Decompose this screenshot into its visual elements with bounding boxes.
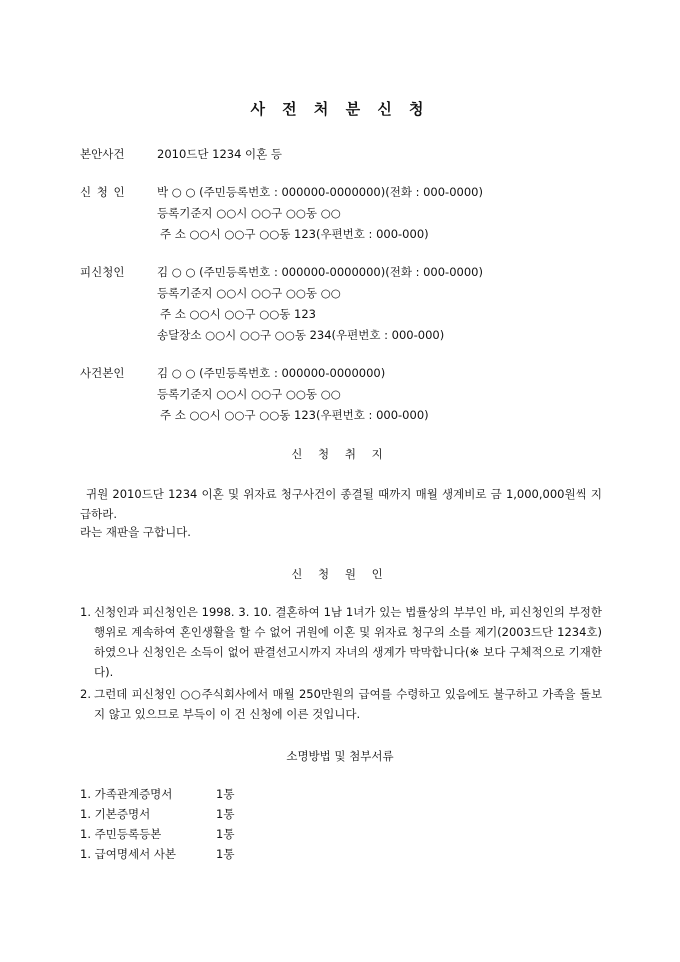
- evidence-item-count: 1통: [216, 827, 235, 841]
- case-label: 본안사건: [80, 147, 125, 161]
- principal-label: 사건본인: [80, 366, 125, 380]
- document-title: 사 전 처 분 신 청: [250, 100, 430, 118]
- cause-heading: 신 청 원 인: [291, 567, 389, 581]
- cause-item-text: 그런데 피신청인 ○○주식회사에서 매월 250만원의 급여를 수령하고 있음에도 불구하고 가족을 돌보지 않고 있으므로 부득이 이 건 신청에 이른 것입니다.: [94, 687, 602, 721]
- applicant-line2: 등록기준지 ○○시 ○○구 ○○동 ○○: [157, 206, 341, 220]
- cause-item-text: 신청인과 피신청인은 1998. 3. 10. 결혼하여 1남 1녀가 있는 법률상의 부부인 바, 피신청인의 부정한 행위로 계속하여 혼인생활을 할 수 없어 귀원에 이혼 및 위자료 청구의 소를 제기(2003드단 1234호)하였으나 신청인은 소득이 없어 판결선고시까지 자녀의 생계가 막막합니다(※ 보다 구체적으로 기재한다).: [94, 605, 602, 679]
- cause-item: [80, 602, 602, 682]
- purpose-closing: 라는 재판을 구합니다.: [80, 525, 191, 539]
- principal-line1: 김 ○ ○ (주민등록번호 : 000000-0000000): [157, 366, 386, 380]
- respondent-label: 피신청인: [80, 265, 125, 279]
- respondent-line3: 주 소 ○○시 ○○구 ○○동 123: [160, 307, 316, 321]
- evidence-item-count: 1통: [216, 847, 235, 861]
- respondent-line4: 송달장소 ○○시 ○○구 ○○동 234(우편번호 : 000-000): [157, 328, 445, 342]
- cause-item: [80, 684, 602, 724]
- evidence-heading: 소명방법 및 첨부서류: [286, 749, 394, 763]
- applicant-line3: 주 소 ○○시 ○○구 ○○동 123(우편번호 : 000-000): [160, 227, 429, 241]
- cause-item-number: 2.: [80, 687, 91, 701]
- cause-item-number: 1.: [80, 605, 91, 619]
- evidence-item-count: 1통: [216, 787, 235, 801]
- respondent-line2: 등록기준지 ○○시 ○○구 ○○동 ○○: [157, 286, 341, 300]
- applicant-line1: 박 ○ ○ (주민등록번호 : 000000-0000000)(전화 : 000-0000): [157, 185, 483, 199]
- evidence-item-name: 1. 가족관계증명서: [80, 787, 173, 801]
- purpose-heading: 신 청 취 지: [291, 447, 389, 461]
- evidence-item-name: 1. 급여명세서 사본: [80, 847, 177, 861]
- respondent-line1: 김 ○ ○ (주민등록번호 : 000000-0000000)(전화 : 000-0000): [157, 265, 483, 279]
- evidence-item-name: 1. 주민등록등본: [80, 827, 162, 841]
- evidence-item-name: 1. 기본증명서: [80, 807, 151, 821]
- applicant-label: 신 청 인: [80, 185, 126, 199]
- evidence-item-count: 1통: [216, 807, 235, 821]
- principal-line2: 등록기준지 ○○시 ○○구 ○○동 ○○: [157, 387, 341, 401]
- principal-line3: 주 소 ○○시 ○○구 ○○동 123(우편번호 : 000-000): [160, 408, 429, 422]
- case-value: 2010드단 1234 이혼 등: [157, 147, 283, 161]
- purpose-body: 귀원 2010드단 1234 이혼 및 위자료 청구사건이 종결될 때까지 매월 생계비로 금 1,000,000원씩 지급하라.: [80, 487, 602, 521]
